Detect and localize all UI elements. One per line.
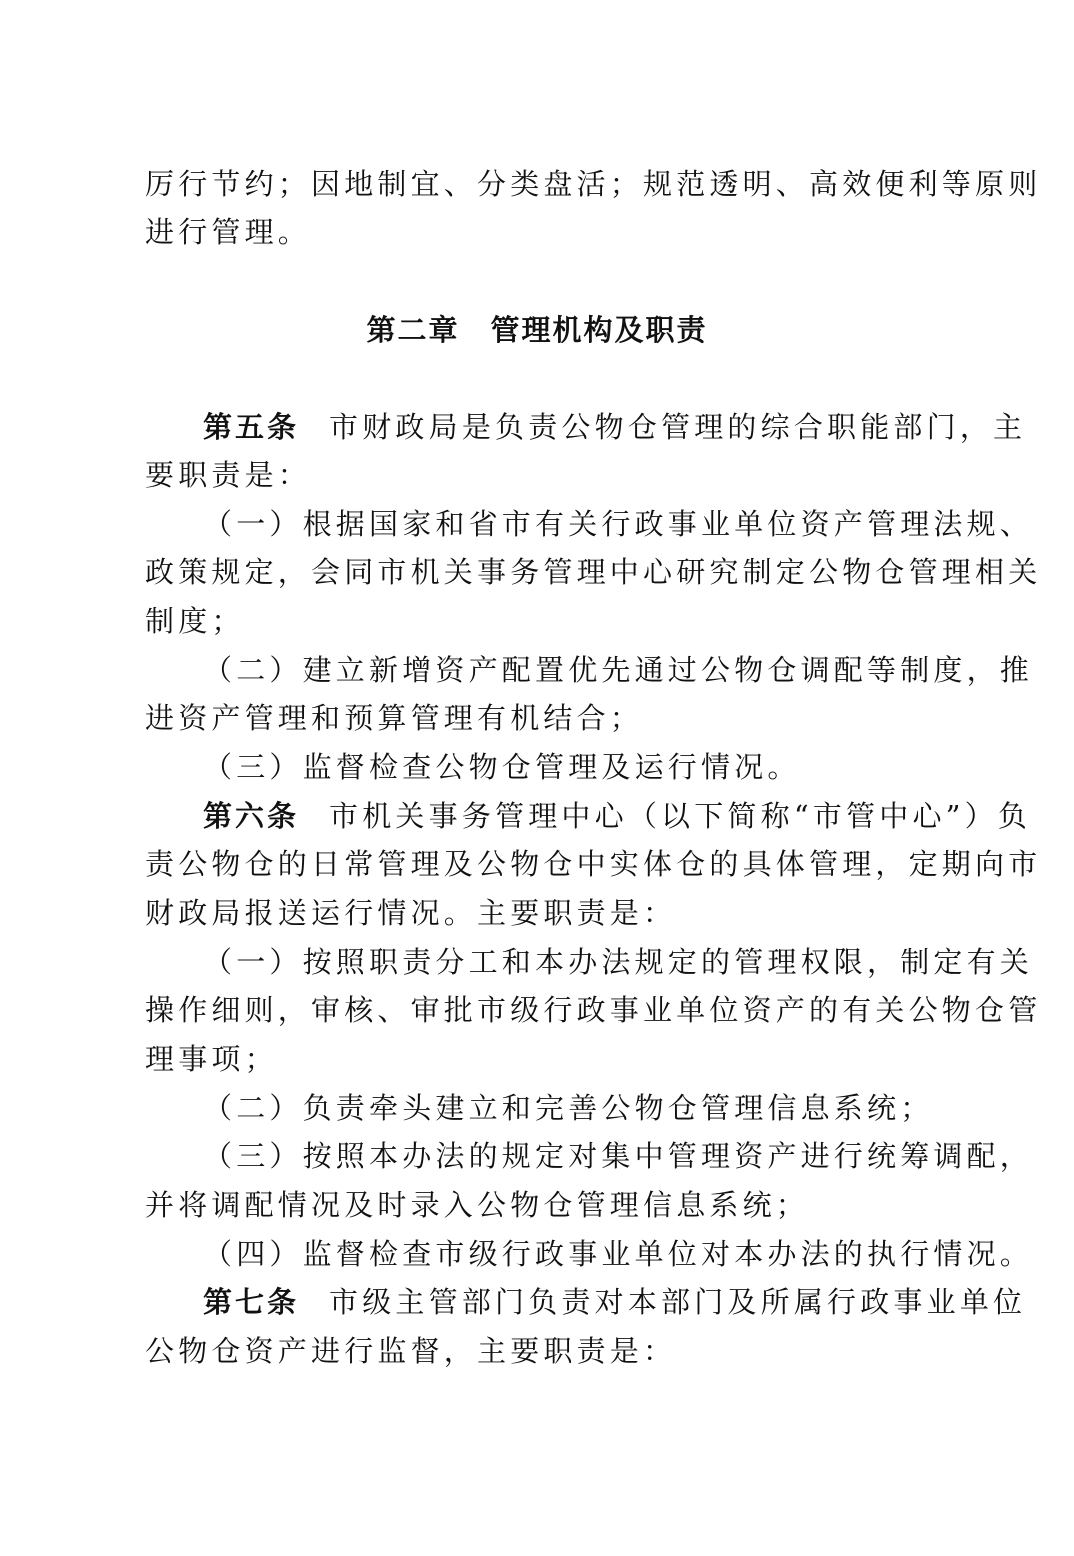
- paragraph-line: 制度；: [145, 604, 245, 638]
- list-item-line: （一）根据国家和省市有关行政事业单位资产管理法规、: [203, 507, 1034, 541]
- article-7-text: 市级主管部门负责对本部门及所属行政事业单位: [329, 1285, 1027, 1319]
- article-6-label: 第六条: [203, 799, 300, 833]
- paragraph-line: 要职责是：: [145, 458, 312, 492]
- paragraph-line: 操作细则，审核、审批市级行政事业单位资产的有关公物仓管: [145, 993, 1042, 1027]
- article-6-text: 市机关事务管理中心（以下简称“市管中心”）负: [329, 799, 1032, 833]
- list-item-line: （二）负责牵头建立和完善公物仓管理信息系统；: [203, 1091, 934, 1125]
- paragraph-line: 责公物仓的日常管理及公物仓中实体仓的具体管理，定期向市: [145, 847, 1042, 881]
- paragraph-line: 进行管理。: [145, 215, 312, 249]
- list-item-line: （一）按照职责分工和本办法规定的管理权限，制定有关: [203, 945, 1034, 979]
- article-7-first-line: [203, 1278, 1027, 1326]
- list-item-line: （三）监督检查公物仓管理及运行情况。: [203, 750, 801, 784]
- article-6-first-line: [203, 792, 1032, 840]
- paragraph-line: 公物仓资产进行监督，主要职责是：: [145, 1334, 677, 1368]
- article-5-label: 第五条: [203, 410, 300, 444]
- list-item-line: （四）监督检查市级行政事业单位对本办法的执行情况。: [203, 1237, 1034, 1271]
- list-item-line: （三）按照本办法的规定对集中管理资产进行统筹调配，: [203, 1139, 1034, 1173]
- article-5-text: 市财政局是负责公物仓管理的综合职能部门，主: [329, 410, 1027, 444]
- paragraph-line: 并将调配情况及时录入公物仓管理信息系统；: [145, 1188, 810, 1222]
- paragraph-line: 政策规定，会同市机关事务管理中心研究制定公物仓管理相关: [145, 555, 1042, 589]
- paragraph-line: 厉行节约；因地制宜、分类盘活；规范透明、高效便利等原则: [145, 167, 1042, 201]
- article-5-first-line: [203, 403, 1027, 451]
- chapter-heading: 第二章 管理机构及职责: [366, 313, 708, 347]
- paragraph-line: 进资产管理和预算管理有机结合；: [145, 701, 644, 735]
- list-item-line: （二）建立新增资产配置优先通过公物仓调配等制度，推: [203, 653, 1034, 687]
- paragraph-line: 财政局报送运行情况。主要职责是：: [145, 896, 677, 930]
- article-7-label: 第七条: [203, 1285, 300, 1319]
- paragraph-line: 理事项；: [145, 1042, 278, 1076]
